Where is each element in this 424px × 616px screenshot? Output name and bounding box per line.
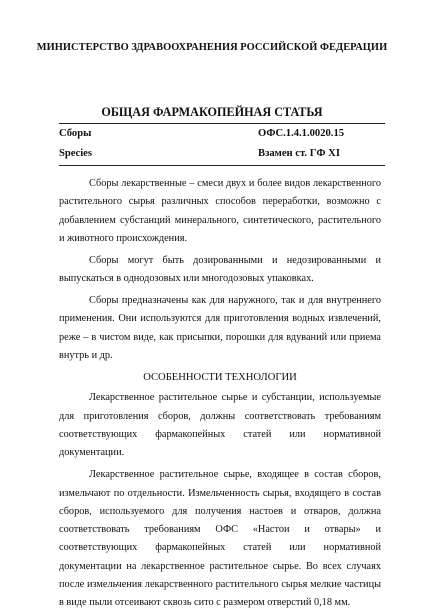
- meta-row-title: [59, 128, 381, 142]
- meta-row-latin: [59, 148, 381, 162]
- paragraph-definition: Сборы лекарственные – смеси двух и более видов лекарственного растительного сырья различных способов переработки, возможно с добавлением субстанций минерального, синтетического, растительного и животного происхождения.: [59, 178, 381, 244]
- header-rule-bottom: [59, 165, 385, 166]
- article-body: [59, 175, 381, 616]
- ministry-header: МИНИСТЕРСТВО ЗДРАВООХРАНЕНИЯ РОССИЙСКОЙ ФЕДЕРАЦИИ: [36, 42, 388, 53]
- paragraph-dosage: Сборы могут быть дозированными и недозированными и выпускаться в однодозовых или многодозовых упаковках.: [59, 254, 381, 285]
- article-type-title: ОБЩАЯ ФАРМАКОПЕЙНАЯ СТАТЬЯ: [101, 105, 323, 119]
- article-title-ru: Сборы: [59, 128, 92, 139]
- section-heading: ОСОБЕННОСТИ ТЕХНОЛОГИИ: [143, 372, 297, 384]
- paragraph-raw-materials: Лекарственное растительное сырье и субстанции, используемые для приготовления сборов, должны соответствовать требованиям соответствующих фармакопейных статей или нормативной документации.: [59, 392, 381, 459]
- paragraph-grinding: Лекарственное растительное сырье, входящее в состав сборов, измельчают по отдельности. Измельченность сырья, входящего в состав сборов, используемого для получения настоев и отваров, должна соответствовать требованиям ОФС «Настои и отвары» и соответствующих фармакопейных статей или нормативной документации на лекарственное растительное сырье. Во всех случаях после измельчения лекарственного растительного сырья мелкие частицы в виде пыли отсеивают сквозь сито с размером отверстий 0,18 мм.: [59, 469, 381, 609]
- header-rule-top: [59, 123, 385, 124]
- article-title-latin: Species: [59, 148, 92, 159]
- article-code: ОФС.1.4.1.0020.15: [258, 128, 345, 139]
- paragraph-application: Сборы предназначены как для наружного, так и для внутреннего применения. Они используются для приготовления водных извлечений, реже – в чистом виде, как присыпки, порошки для вдуваний или приема внутрь и др.: [59, 295, 381, 362]
- replaces-note: Взамен ст. ГФ XI: [258, 148, 340, 159]
